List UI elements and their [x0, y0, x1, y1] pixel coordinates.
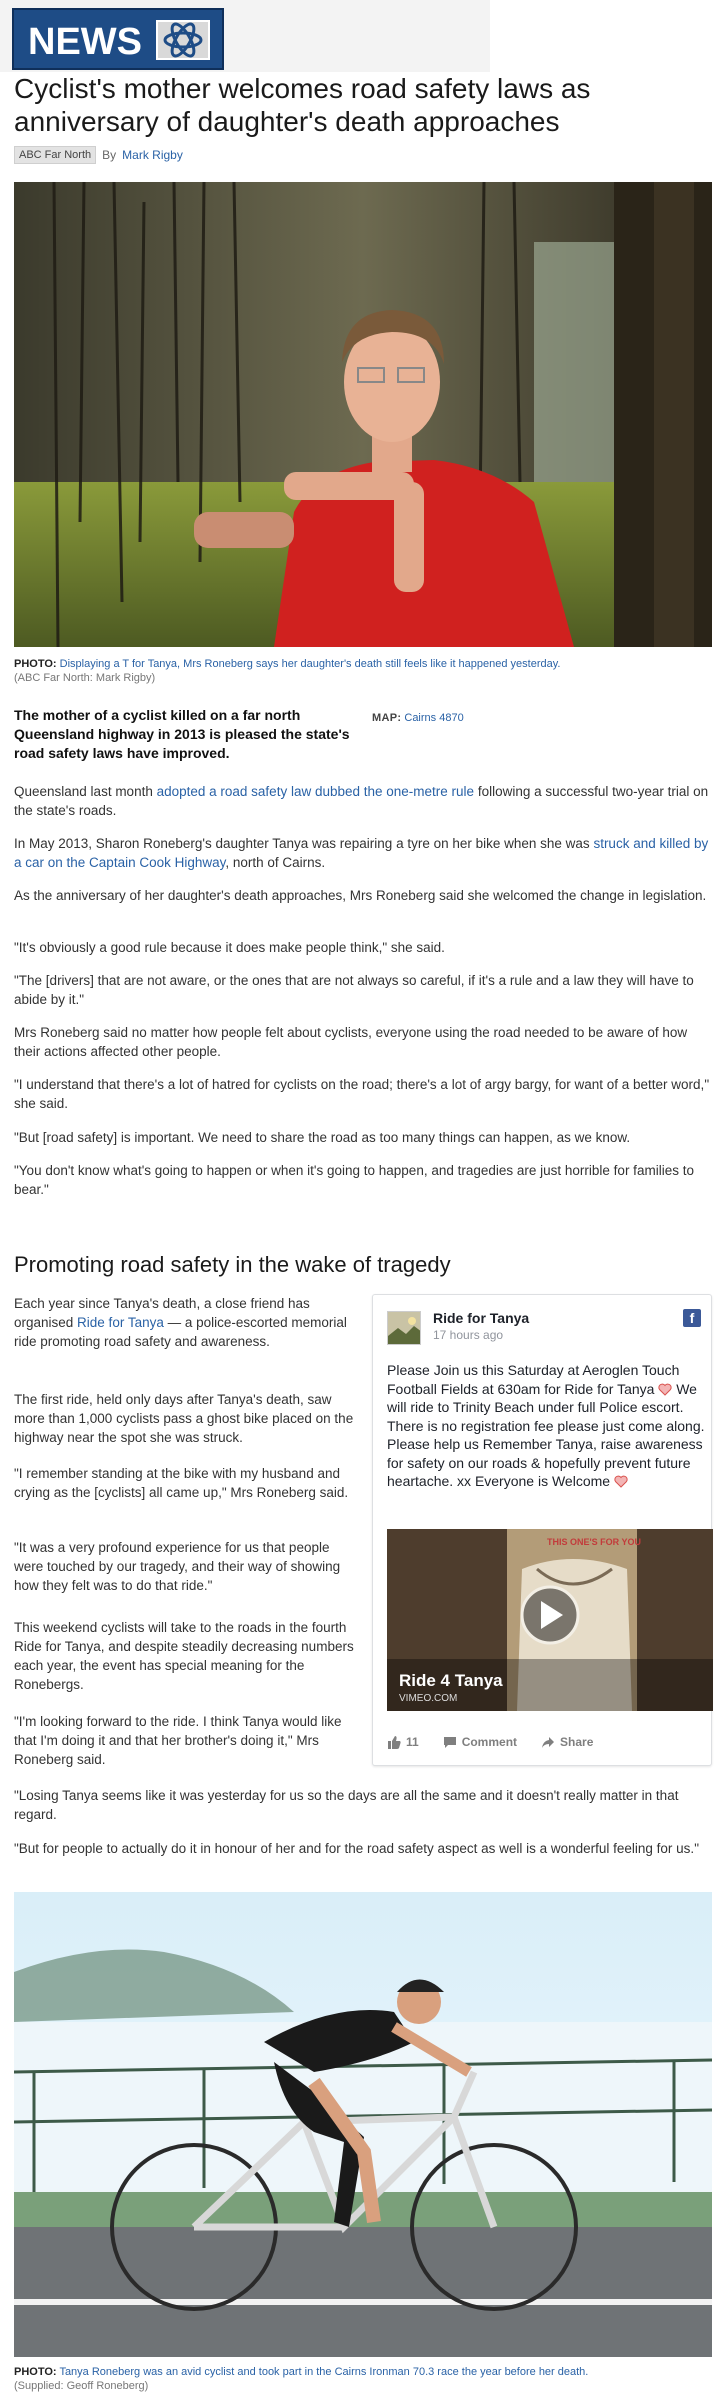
- like-icon: [387, 1736, 401, 1749]
- hero-photo: [14, 182, 712, 647]
- paragraph: "It's obviously a good rule because it does make people think," she said.: [14, 940, 445, 955]
- shirt-text: THIS ONE'S FOR YOU: [547, 1537, 641, 1547]
- page-title: Cyclist's mother welcomes road safety laws as anniversary of daughter's death approaches: [14, 73, 591, 137]
- byline: [14, 146, 183, 164]
- paragraph: "It was a very profound experience for us that people were touched by our tragedy, and their way of showing how they felt was to do that ride.": [14, 1540, 341, 1593]
- cyclist-photo: [14, 1892, 712, 2357]
- one-metre-rule-link[interactable]: adopted a road safety law dubbed the one-metre rule: [156, 784, 475, 799]
- paragraph: As the anniversary of her daughter's death approaches, Mrs Roneberg said she welcomed the change in legislation.: [14, 888, 707, 903]
- abc-logo-icon: [156, 20, 210, 60]
- photo2-credit: (Supplied: Geoff Roneberg): [14, 2380, 149, 2392]
- facebook-icon[interactable]: f: [683, 1309, 701, 1327]
- heart-icon: [658, 1383, 672, 1396]
- page-avatar[interactable]: [387, 1311, 421, 1345]
- share-icon: [541, 1736, 555, 1749]
- text: — a police-escorted memorial ride promoting road safety and awareness.: [14, 1315, 347, 1349]
- comment-icon: [443, 1736, 457, 1749]
- post-text: [387, 1361, 705, 1491]
- hero-credit: (ABC Far North: Mark Rigby): [14, 672, 156, 684]
- paragraph: "But [road safety] is important. We need to share the road as too many things can happen, as we know.: [14, 1130, 631, 1145]
- ride-for-tanya-link[interactable]: Ride for Tanya: [77, 1315, 164, 1330]
- post-time[interactable]: 17 hours ago: [433, 1328, 504, 1342]
- comment-button[interactable]: [443, 1735, 517, 1749]
- paragraph: "But for people to actually do it in honour of her and for the road safety aspect as well is a wonderful feeling for us.": [14, 1841, 699, 1856]
- text: Each year since Tanya's death, a close friend has organised: [14, 1296, 310, 1330]
- heart-icon: [614, 1475, 628, 1488]
- paragraph: The first ride, held only days after Tanya's death, saw more than 1,000 cyclists pass a ghost bike placed on the highway near the spot she was struck.: [14, 1392, 354, 1445]
- like-button[interactable]: [387, 1735, 419, 1749]
- comment-label: Comment: [461, 1735, 518, 1749]
- map-label: MAP:: [372, 712, 402, 724]
- logo-text: NEWS: [28, 21, 142, 63]
- photo2-caption: [14, 2365, 712, 2393]
- struck-and-killed-link[interactable]: struck and killed by a car on the Captain Cook Highway: [14, 836, 709, 870]
- map-line: [372, 712, 464, 724]
- photo2-caption-text[interactable]: Tanya Roneberg was an avid cyclist and took part in the Cairns Ironman 70.3 race the year before her death.: [59, 2366, 589, 2378]
- map-link[interactable]: Cairns 4870: [404, 712, 464, 724]
- share-label: Share: [560, 1735, 594, 1749]
- post-actions: [387, 1735, 705, 1749]
- post-text-part: We will ride to Trinity Beach under full Police escort. There is no registration fee please just come along. Please help us Remember Tanya, raise awareness for safety on our roads & hopefully prevent future heartache. xx Everyone is Welcome: [387, 1380, 705, 1489]
- hero-caption-text[interactable]: Displaying a T for Tanya, Mrs Roneberg says her daughter's death still feels like it happened yesterday.: [59, 658, 561, 670]
- hero-caption: [14, 657, 712, 685]
- post-text-part: Please Join us this Saturday at Aeroglen Touch Football Fields at 630am for Ride for Tanya: [387, 1362, 680, 1397]
- paragraph: [14, 1294, 356, 1351]
- text: In May 2013, Sharon Roneberg's daughter Tanya was repairing a tyre on her bike when she was: [14, 836, 594, 851]
- video-source: VIMEO.COM: [399, 1693, 458, 1704]
- text: , north of Cairns.: [225, 855, 326, 870]
- text: following a successful two-year trial on the state's roads.: [14, 784, 709, 818]
- masthead: [0, 0, 490, 72]
- page-name-link[interactable]: Ride for Tanya: [433, 1310, 530, 1326]
- paragraph: "The [drivers] that are not aware, or the ones that are not always so careful, if it's a rule and a law they will have to abide by it.": [14, 973, 694, 1007]
- paragraph: "You don't know what's going to happen or when it's going to happen, and tragedies are just horrible for families to bear.": [14, 1163, 694, 1197]
- paragraph: Mrs Roneberg said no matter how people felt about cyclists, everyone using the road needed to be aware of how their actions affected other people.: [14, 1025, 688, 1059]
- article-lede: The mother of a cyclist killed on a far north Queensland highway in 2013 is pleased the state's road safety laws have improved.: [14, 707, 350, 761]
- like-count: 11: [406, 1735, 419, 1749]
- paragraph: [14, 834, 714, 872]
- section-heading: Promoting road safety in the wake of tragedy: [14, 1252, 451, 1277]
- video-title: Ride 4 Tanya: [399, 1671, 503, 1690]
- by-label: By: [102, 148, 117, 162]
- caption-label: PHOTO:: [14, 658, 57, 670]
- paragraph: This weekend cyclists will take to the roads in the fourth Ride for Tanya, and despite steadily decreasing numbers each year, the event has special meaning for the Ronebergs.: [14, 1620, 354, 1692]
- facebook-post-embed: [372, 1294, 712, 1766]
- paragraph: "Losing Tanya seems like it was yesterday for us so the days are all the same and it doesn't really matter in that regard.: [14, 1788, 679, 1822]
- author-link[interactable]: Mark Rigby: [122, 148, 183, 162]
- paragraph: "I remember standing at the bike with my husband and crying as the [cyclists] all came up," Mrs Roneberg said.: [14, 1466, 349, 1500]
- video-thumbnail[interactable]: [387, 1529, 713, 1711]
- paragraph: "I understand that there's a lot of hatred for cyclists on the road; there's a lot of argy bargy, for want of a better word," she said.: [14, 1077, 710, 1111]
- paragraph: [14, 782, 714, 820]
- source-tag[interactable]: ABC Far North: [14, 146, 96, 164]
- abc-news-logo[interactable]: [12, 8, 224, 70]
- text: Queensland last month: [14, 784, 157, 799]
- paragraph: "I'm looking forward to the ride. I think Tanya would like that I'm doing it and that her brother's doing it," Mrs Roneberg said.: [14, 1714, 342, 1767]
- caption-label: PHOTO:: [14, 2366, 57, 2378]
- share-button[interactable]: [541, 1735, 593, 1749]
